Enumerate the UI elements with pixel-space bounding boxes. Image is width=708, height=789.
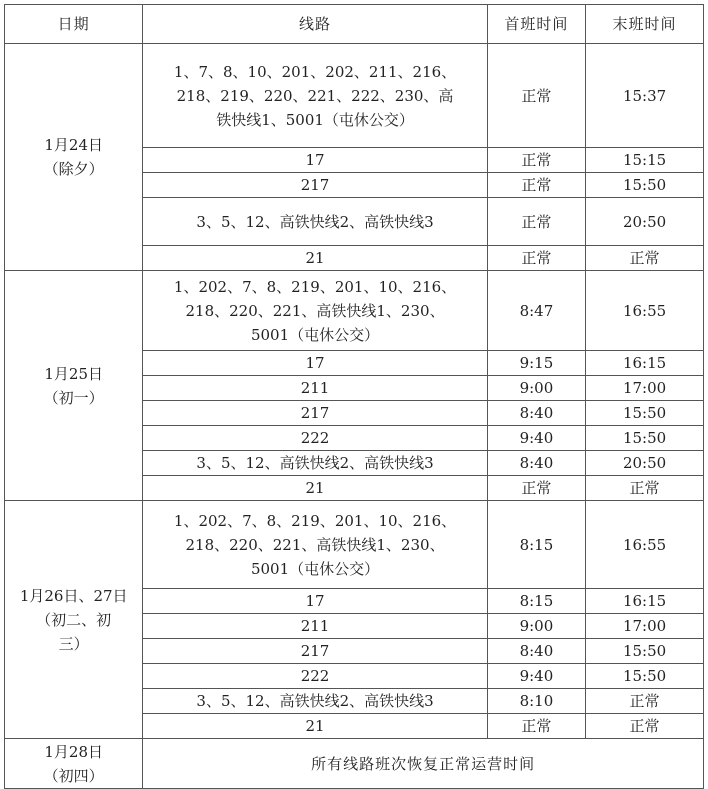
first-bus-time: 正常	[487, 148, 585, 173]
route-text: 1、7、8、10、201、202、211、216、	[173, 62, 457, 81]
route-cell	[143, 714, 487, 739]
route-cell	[143, 148, 487, 173]
route-text: 3、5、12、高铁快线2、高铁快线3	[196, 454, 434, 472]
route-text: 17	[305, 354, 325, 372]
last-bus-time: 15:50	[586, 173, 704, 198]
date-cell	[5, 44, 143, 271]
date-text: 1月25日	[44, 364, 103, 383]
resume-normal-note: 所有线路班次恢复正常运营时间	[143, 739, 704, 789]
route-text: 1、202、7、8、219、201、10、216、	[173, 277, 457, 296]
route-cell	[143, 351, 487, 376]
first-bus-time: 正常	[487, 714, 585, 739]
date-text: （除夕）	[43, 160, 104, 178]
first-bus-time: 9:40	[487, 426, 585, 451]
last-bus-time: 正常	[586, 689, 704, 714]
route-text: 3、5、12、高铁快线2、高铁快线3	[196, 692, 434, 710]
route-cell	[143, 689, 487, 714]
route-cell	[143, 198, 487, 246]
route-text: 3、5、12、高铁快线2、高铁快线3	[196, 212, 434, 231]
date-cell	[5, 271, 143, 501]
last-bus-time: 15:15	[586, 148, 704, 173]
first-bus-time: 8:15	[487, 501, 585, 589]
first-bus-time: 正常	[487, 246, 585, 271]
route-cell	[143, 639, 487, 664]
date-cell	[5, 739, 143, 789]
first-bus-time: 8:15	[487, 589, 585, 614]
route-text: 17	[305, 592, 325, 610]
last-bus-time: 16:15	[586, 351, 704, 376]
route-text: 217	[300, 404, 330, 422]
route-cell	[143, 501, 487, 589]
route-text: 铁快线1、5001（屯休公交）	[216, 110, 414, 129]
first-bus-time: 9:15	[487, 351, 585, 376]
table-row	[5, 501, 704, 589]
last-bus-time: 16:55	[586, 501, 704, 589]
first-bus-time: 正常	[487, 198, 585, 246]
route-text: 211	[300, 617, 330, 635]
route-text: 222	[300, 429, 330, 447]
last-bus-time: 正常	[586, 246, 704, 271]
last-bus-time: 20:50	[586, 451, 704, 476]
last-bus-time: 15:50	[586, 639, 704, 664]
first-bus-time: 正常	[487, 44, 585, 148]
route-text: 222	[300, 667, 330, 685]
route-cell	[143, 376, 487, 401]
route-cell	[143, 614, 487, 639]
first-bus-time: 9:00	[487, 376, 585, 401]
date-text: （初四）	[43, 766, 104, 785]
last-bus-time: 17:00	[586, 376, 704, 401]
last-bus-time: 20:50	[586, 198, 704, 246]
route-cell	[143, 401, 487, 426]
first-bus-time: 8:40	[487, 401, 585, 426]
route-text: 21	[305, 479, 325, 497]
route-text: 5001（屯休公交）	[250, 325, 380, 344]
route-cell	[143, 664, 487, 689]
route-text: 5001（屯休公交）	[250, 559, 380, 578]
route-cell	[143, 451, 487, 476]
first-bus-time: 8:47	[487, 271, 585, 351]
first-bus-time: 9:40	[487, 664, 585, 689]
table-row	[5, 271, 704, 351]
header-first-bus: 首班时间	[487, 5, 585, 44]
last-bus-time: 正常	[586, 714, 704, 739]
date-text: （初二、初	[36, 610, 112, 629]
date-text: 三）	[58, 634, 89, 653]
route-text: 218、220、221、高铁快线1、230、	[185, 535, 445, 554]
last-bus-time: 正常	[586, 476, 704, 501]
last-bus-time: 15:50	[586, 664, 704, 689]
schedule-body	[5, 44, 704, 789]
route-cell	[143, 173, 487, 198]
route-text: 211	[300, 379, 330, 397]
table-row	[5, 44, 704, 148]
route-text: 217	[300, 642, 330, 660]
bus-schedule-table	[4, 4, 704, 789]
date-text: 1月24日	[44, 136, 103, 154]
date-text: 1月26日、27日	[19, 586, 128, 605]
last-bus-time: 16:55	[586, 271, 704, 351]
date-text: （初一）	[43, 388, 104, 407]
last-bus-time: 17:00	[586, 614, 704, 639]
route-cell	[143, 476, 487, 501]
route-cell	[143, 44, 487, 148]
last-bus-time: 15:37	[586, 44, 704, 148]
last-bus-time: 15:50	[586, 401, 704, 426]
route-text: 217	[300, 176, 330, 194]
route-text: 21	[305, 249, 325, 267]
table-row-final	[5, 739, 704, 789]
route-text: 218、220、221、高铁快线1、230、	[185, 301, 445, 320]
header-row	[5, 5, 704, 44]
date-text: 1月28日	[44, 742, 103, 761]
header-route: 线路	[143, 5, 487, 44]
route-text: 218、219、220、221、222、230、高	[176, 86, 454, 105]
first-bus-time: 8:40	[487, 451, 585, 476]
route-cell	[143, 589, 487, 614]
first-bus-time: 8:40	[487, 639, 585, 664]
first-bus-time: 8:10	[487, 689, 585, 714]
first-bus-time: 正常	[487, 173, 585, 198]
header-date: 日期	[5, 5, 143, 44]
route-cell	[143, 426, 487, 451]
last-bus-time: 16:15	[586, 589, 704, 614]
date-cell	[5, 501, 143, 739]
first-bus-time: 9:00	[487, 614, 585, 639]
first-bus-time: 正常	[487, 476, 585, 501]
route-text: 21	[305, 717, 325, 735]
route-text: 17	[305, 151, 325, 169]
route-text: 1、202、7、8、219、201、10、216、	[173, 511, 457, 530]
route-cell	[143, 246, 487, 271]
header-last-bus: 末班时间	[586, 5, 704, 44]
last-bus-time: 15:50	[586, 426, 704, 451]
route-cell	[143, 271, 487, 351]
